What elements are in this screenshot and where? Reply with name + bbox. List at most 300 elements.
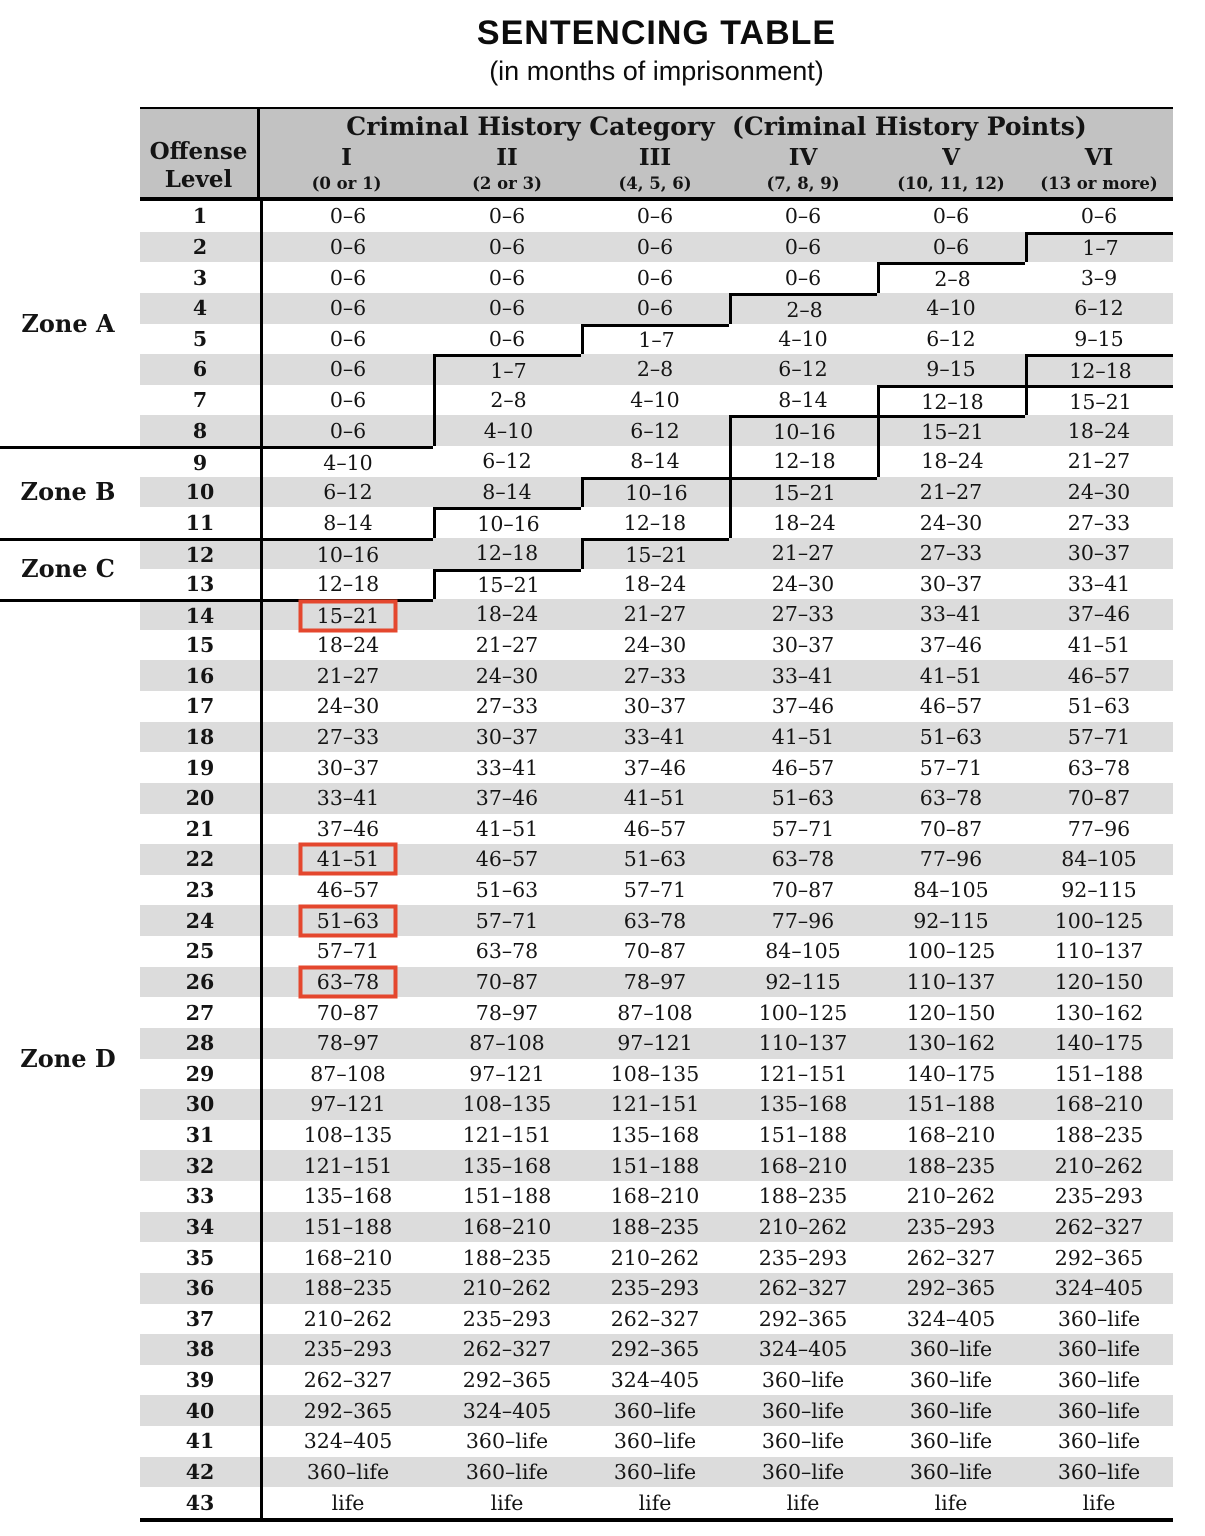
sentence-range-cell xyxy=(877,569,1025,600)
offense-level-cell: 41 xyxy=(185,1429,215,1454)
sentence-range-cell xyxy=(581,1212,729,1243)
sentence-range-cell xyxy=(433,1487,581,1518)
offense-level-row xyxy=(140,446,1173,477)
sentence-range-cell xyxy=(729,1487,877,1518)
sentence-range-value: 63–78 xyxy=(316,969,380,994)
sentence-range-cell xyxy=(1025,1395,1173,1426)
sentence-range-value: 12–18 xyxy=(475,541,539,566)
offense-level-row xyxy=(140,507,1173,538)
sentence-range-cell xyxy=(433,783,581,814)
sentence-range-cell xyxy=(260,507,433,538)
sentence-range-value: 27–33 xyxy=(316,724,380,749)
offense-level-row xyxy=(140,1150,1173,1181)
sentence-range-value: 46–57 xyxy=(1067,663,1131,688)
sentence-range-value: 262–327 xyxy=(758,1276,848,1301)
sentence-range-value: 360–life xyxy=(1057,1459,1141,1484)
offense-level-cell: 26 xyxy=(185,969,215,994)
sentence-range-cell xyxy=(729,936,877,967)
sentence-range-cell xyxy=(877,1150,1025,1181)
sentence-range-value: 0–6 xyxy=(488,326,526,351)
sentence-range-value: 292–365 xyxy=(303,1398,393,1423)
sentence-range-value: 168–210 xyxy=(906,1123,996,1148)
sentence-range-cell xyxy=(260,722,433,753)
sentence-range-value: 46–57 xyxy=(316,878,380,903)
sentence-range-cell xyxy=(581,1487,729,1518)
offense-level-cell: 35 xyxy=(185,1245,215,1270)
offense-header-line1: Offense xyxy=(149,138,248,165)
sentence-range-value: 57–71 xyxy=(475,908,539,933)
sentence-range-cell xyxy=(729,1273,877,1304)
sentence-range-value: 70–87 xyxy=(771,878,835,903)
sentence-range-value: 63–78 xyxy=(623,908,687,933)
sentence-range-cell xyxy=(433,660,581,691)
sentence-range-value: 51–63 xyxy=(1067,694,1131,719)
sentence-range-value: 0–6 xyxy=(329,204,367,229)
sentence-range-value: 360–life xyxy=(465,1429,549,1454)
sentence-range-value: 0–6 xyxy=(329,418,367,443)
category-column-I xyxy=(260,143,433,195)
sentence-range-value: 292–365 xyxy=(610,1337,700,1362)
sentence-range-value: 292–365 xyxy=(462,1368,552,1393)
sentence-range-cell xyxy=(433,997,581,1028)
sentence-range-value: 33–41 xyxy=(919,602,983,627)
sentence-range-value: 87–108 xyxy=(617,1000,693,1025)
sentence-range-value: 21–27 xyxy=(475,633,539,658)
sentence-range-cell xyxy=(433,446,581,477)
sentence-range-value: 360–life xyxy=(761,1398,845,1423)
sentence-range-value: 168–210 xyxy=(610,1184,700,1209)
sentence-range-cell xyxy=(729,201,877,232)
sentence-range-cell xyxy=(1025,1212,1173,1243)
sentence-range-value: 15–21 xyxy=(316,603,380,628)
sentence-range-cell xyxy=(1025,293,1173,324)
sentence-range-cell xyxy=(581,1150,729,1181)
sentence-range-value: 1–7 xyxy=(638,328,675,353)
sentence-range-value: 46–57 xyxy=(771,755,835,780)
sentence-range-value: 27–33 xyxy=(919,541,983,566)
sentence-range-cell xyxy=(260,783,433,814)
sentence-range-value: 110–137 xyxy=(1054,939,1144,964)
offense-level-cell: 32 xyxy=(185,1153,215,1178)
sentence-range-cell xyxy=(1025,905,1173,936)
offense-level-row xyxy=(140,722,1173,753)
sentence-range-cell xyxy=(433,354,581,385)
sentence-range-value: 360–life xyxy=(1057,1429,1141,1454)
sentence-range-value: 262–327 xyxy=(610,1306,700,1331)
sentence-range-value: 324–405 xyxy=(906,1306,996,1331)
sentence-range-cell xyxy=(1025,630,1173,661)
sentence-range-cell xyxy=(1025,1487,1173,1518)
offense-level-row xyxy=(140,538,1173,569)
sentence-range-value: 63–78 xyxy=(1067,755,1131,780)
sentence-range-cell xyxy=(729,752,877,783)
offense-level-row xyxy=(140,232,1173,263)
sentence-range-value: 262–327 xyxy=(303,1368,393,1393)
sentence-range-cell xyxy=(260,967,433,998)
sentence-range-cell xyxy=(260,1334,433,1365)
sentence-range-value: 21–27 xyxy=(1067,449,1131,474)
sentence-range-cell xyxy=(1025,967,1173,998)
sentence-range-value: 15–21 xyxy=(921,420,984,445)
sentence-range-cell xyxy=(260,538,433,569)
sentence-range-value: 108–135 xyxy=(610,1061,700,1086)
sentence-range-cell xyxy=(1025,722,1173,753)
offense-level-cell: 24 xyxy=(185,908,215,933)
sentence-range-cell xyxy=(877,1120,1025,1151)
sentence-range-cell xyxy=(433,1242,581,1273)
offense-level-cell: 10 xyxy=(185,479,215,504)
sentence-range-cell xyxy=(433,385,581,416)
sentence-range-cell xyxy=(877,630,1025,661)
sentence-range-cell xyxy=(260,1059,433,1090)
sentence-range-value: 324–405 xyxy=(610,1368,700,1393)
offense-level-row xyxy=(140,875,1173,906)
offense-level-row xyxy=(140,1457,1173,1488)
offense-level-cell: 33 xyxy=(185,1184,215,1209)
category-points: (10, 11, 12) xyxy=(897,174,1005,193)
offense-level-row xyxy=(140,262,1173,293)
sentence-range-cell xyxy=(729,599,877,630)
sentence-range-value: 70–87 xyxy=(623,939,687,964)
offense-level-row xyxy=(140,1334,1173,1365)
sentence-range-value: 24–30 xyxy=(1067,479,1131,504)
sentence-range-value: 168–210 xyxy=(303,1245,393,1270)
sentence-range-cell xyxy=(877,660,1025,691)
offense-level-row xyxy=(140,1212,1173,1243)
sentence-range-cell xyxy=(433,569,581,600)
sentence-range-cell xyxy=(877,262,1025,293)
sentence-range-cell xyxy=(729,538,877,569)
sentence-range-value: 37–46 xyxy=(316,816,380,841)
sentence-range-value: 24–30 xyxy=(623,633,687,658)
offense-level-cell: 27 xyxy=(185,1000,215,1025)
sentence-range-cell xyxy=(260,691,433,722)
sentence-range-cell xyxy=(260,477,433,508)
category-points: (2 or 3) xyxy=(472,174,542,193)
sentence-range-value: 120–150 xyxy=(1054,969,1144,994)
sentence-range-value: 100–125 xyxy=(1054,908,1144,933)
sentence-range-value: 70–87 xyxy=(919,816,983,841)
sentence-range-value: 0–6 xyxy=(329,326,367,351)
sentence-range-cell xyxy=(729,814,877,845)
offense-level-row xyxy=(140,415,1173,446)
sentence-range-value: 57–71 xyxy=(623,878,687,903)
sentence-range-value: 27–33 xyxy=(623,663,687,688)
sentence-range-value: 10–16 xyxy=(316,542,380,567)
sentence-range-cell xyxy=(433,1120,581,1151)
zone-label: Zone C xyxy=(21,553,115,583)
sentence-range-cell xyxy=(260,1120,433,1151)
sentence-range-value: 121–151 xyxy=(758,1061,848,1086)
offense-level-row xyxy=(140,1304,1173,1335)
sentence-range-cell xyxy=(877,507,1025,538)
sentence-range-value: 140–175 xyxy=(906,1061,996,1086)
sentence-range-cell xyxy=(729,905,877,936)
sentence-range-value: 360–life xyxy=(1057,1306,1141,1331)
sentence-range-value: life xyxy=(490,1490,524,1515)
offense-level-row xyxy=(140,936,1173,967)
sentence-range-value: 130–162 xyxy=(906,1031,996,1056)
sentence-range-value: 6–12 xyxy=(630,418,680,443)
sentence-range-value: 87–108 xyxy=(469,1031,545,1056)
sentence-range-cell xyxy=(581,783,729,814)
sentence-range-value: 41–51 xyxy=(316,847,380,872)
sentence-range-value: 110–137 xyxy=(906,969,996,994)
sentence-range-value: 12–18 xyxy=(316,571,380,596)
offense-level-cell: 21 xyxy=(185,816,215,841)
sentence-range-cell xyxy=(729,691,877,722)
sentence-range-cell xyxy=(729,722,877,753)
sentence-range-cell xyxy=(260,354,433,385)
sentence-range-cell xyxy=(433,262,581,293)
sentence-range-value: 92–115 xyxy=(1061,878,1137,903)
sentence-range-value: 3–9 xyxy=(1080,265,1118,290)
sentence-range-cell xyxy=(260,1212,433,1243)
sentence-range-value: 21–27 xyxy=(623,602,687,627)
offense-level-cell: 19 xyxy=(185,755,215,780)
sentence-range-value: 262–327 xyxy=(1054,1214,1144,1239)
offense-level-cell: 36 xyxy=(185,1276,215,1301)
sentence-range-value: 24–30 xyxy=(771,571,835,596)
sentence-range-value: 70–87 xyxy=(316,1000,380,1025)
sentence-range-value: 10–16 xyxy=(625,481,688,506)
sentence-range-value: 30–37 xyxy=(771,633,835,658)
offense-level-header xyxy=(140,109,257,197)
sentence-range-cell xyxy=(1025,201,1173,232)
sentence-range-cell xyxy=(433,814,581,845)
sentence-range-cell xyxy=(1025,569,1173,600)
sentence-range-cell xyxy=(729,354,877,385)
sentence-range-value: 324–405 xyxy=(758,1337,848,1362)
sentence-range-value: 210–262 xyxy=(758,1214,848,1239)
sentencing-table xyxy=(140,107,1173,1522)
sentence-range-cell xyxy=(877,1181,1025,1212)
sentence-range-value: 188–235 xyxy=(758,1184,848,1209)
sentence-range-value: 168–210 xyxy=(462,1214,552,1239)
sentence-range-value: 24–30 xyxy=(475,663,539,688)
zone-label: Zone D xyxy=(20,1043,116,1073)
sentence-range-cell xyxy=(877,538,1025,569)
sentence-range-cell xyxy=(1025,691,1173,722)
sentence-range-cell xyxy=(581,232,729,263)
sentence-range-value: 292–365 xyxy=(906,1276,996,1301)
sentence-range-cell xyxy=(729,1212,877,1243)
sentence-range-value: 77–96 xyxy=(771,908,835,933)
sentence-range-value: life xyxy=(638,1490,672,1515)
sentence-range-cell xyxy=(877,1059,1025,1090)
offense-level-row xyxy=(140,1426,1173,1457)
sentence-range-cell xyxy=(877,201,1025,232)
sentence-range-cell xyxy=(433,477,581,508)
offense-level-cell: 9 xyxy=(140,446,260,477)
sentence-range-cell xyxy=(877,354,1025,385)
sentence-range-value: 33–41 xyxy=(475,755,539,780)
sentence-range-value: 188–235 xyxy=(462,1245,552,1270)
sentence-range-cell xyxy=(877,1487,1025,1518)
sentence-range-value: 235–293 xyxy=(906,1214,996,1239)
sentence-range-value: 57–71 xyxy=(316,939,380,964)
category-column-II xyxy=(433,143,581,195)
sentence-range-cell xyxy=(1025,415,1173,446)
sentence-range-value: 0–6 xyxy=(488,204,526,229)
sentence-range-value: 210–262 xyxy=(462,1276,552,1301)
sentence-range-value: 18–24 xyxy=(1067,418,1131,443)
sentence-range-cell xyxy=(1025,599,1173,630)
sentence-range-value: 0–6 xyxy=(636,204,674,229)
sentence-range-value: 188–235 xyxy=(1054,1123,1144,1148)
sentence-range-cell xyxy=(433,630,581,661)
sentence-range-cell xyxy=(729,997,877,1028)
sentence-range-value: 262–327 xyxy=(906,1245,996,1270)
sentence-range-cell xyxy=(729,1304,877,1335)
sentence-range-value: 0–6 xyxy=(784,265,822,290)
sentence-range-value: 360–life xyxy=(909,1398,993,1423)
sentence-range-cell xyxy=(260,293,433,324)
sentence-range-value: 110–137 xyxy=(758,1031,848,1056)
sentence-range-cell xyxy=(877,936,1025,967)
offense-level-row xyxy=(140,1242,1173,1273)
sentence-range-cell xyxy=(729,1242,877,1273)
sentence-range-value: 24–30 xyxy=(316,694,380,719)
sentence-range-cell xyxy=(260,1089,433,1120)
sentence-range-cell xyxy=(729,1150,877,1181)
offense-level-row xyxy=(140,385,1173,416)
sentence-range-cell xyxy=(581,997,729,1028)
sentence-range-value: 46–57 xyxy=(919,694,983,719)
sentence-range-cell xyxy=(1025,814,1173,845)
sentence-range-value: life xyxy=(331,1490,365,1515)
sentence-range-value: 6–12 xyxy=(926,326,976,351)
sentence-range-value: 2–8 xyxy=(636,357,674,382)
sentence-range-cell xyxy=(581,630,729,661)
sentence-range-value: 135–168 xyxy=(303,1184,393,1209)
sentence-range-cell xyxy=(433,1426,581,1457)
sentence-range-cell xyxy=(433,1395,581,1426)
sentence-range-value: 9–15 xyxy=(1074,326,1124,351)
sentence-range-value: 10–16 xyxy=(773,420,836,445)
sentence-range-value: 0–6 xyxy=(329,234,367,259)
sentence-range-cell xyxy=(581,1426,729,1457)
sentence-range-value: 1–7 xyxy=(490,358,527,383)
offense-level-cell: 7 xyxy=(192,388,208,413)
sentence-range-value: 0–6 xyxy=(636,296,674,321)
sentence-range-cell xyxy=(433,844,581,875)
category-points: (4, 5, 6) xyxy=(618,174,692,193)
sentence-range-value: 0–6 xyxy=(932,204,970,229)
sentence-range-value: 51–63 xyxy=(475,878,539,903)
sentence-range-cell xyxy=(260,1304,433,1335)
offense-level-cell: 1 xyxy=(192,204,208,229)
sentence-range-value: 0–6 xyxy=(488,234,526,259)
sentence-range-cell xyxy=(433,1273,581,1304)
sentence-range-value: 51–63 xyxy=(919,724,983,749)
sentence-range-value: 33–41 xyxy=(316,786,380,811)
sentence-range-value: life xyxy=(786,1490,820,1515)
sentence-range-value: 97–121 xyxy=(469,1061,545,1086)
sentence-range-cell xyxy=(877,875,1025,906)
sentence-range-cell xyxy=(729,446,877,477)
sentence-range-value: 188–235 xyxy=(906,1153,996,1178)
sentence-range-value: 151–188 xyxy=(610,1153,700,1178)
sentence-range-value: 84–105 xyxy=(1061,847,1137,872)
sentence-range-value: 360–life xyxy=(1057,1337,1141,1362)
offense-level-cell: 38 xyxy=(185,1337,215,1362)
offense-level-row xyxy=(140,967,1173,998)
sentence-range-cell xyxy=(260,1457,433,1488)
sentence-range-value: 63–78 xyxy=(475,939,539,964)
sentence-range-value: 41–51 xyxy=(919,663,983,688)
sentence-range-cell xyxy=(260,875,433,906)
sentence-range-value: 4–10 xyxy=(630,388,680,413)
page-subtitle: (in months of imprisonment) xyxy=(489,56,824,86)
sentence-range-value: 46–57 xyxy=(623,816,687,841)
offense-level-row xyxy=(140,477,1173,508)
sentence-range-cell xyxy=(877,905,1025,936)
sentence-range-cell xyxy=(260,1181,433,1212)
sentence-range-value: 6–12 xyxy=(323,479,373,504)
sentence-range-value: 21–27 xyxy=(919,479,983,504)
sentence-range-value: 235–293 xyxy=(758,1245,848,1270)
sentence-range-cell xyxy=(1025,1120,1173,1151)
sentence-range-value: 100–125 xyxy=(906,939,996,964)
sentence-range-cell xyxy=(1025,936,1173,967)
category-points: (0 or 1) xyxy=(311,174,382,193)
offense-level-row xyxy=(140,1273,1173,1304)
sentence-range-value: 10–16 xyxy=(477,512,540,537)
highlight-box xyxy=(299,904,398,937)
sentence-range-value: 57–71 xyxy=(919,755,983,780)
sentence-range-cell xyxy=(1025,1426,1173,1457)
sentence-range-cell xyxy=(1025,1334,1173,1365)
sentence-range-cell xyxy=(581,1181,729,1212)
sentence-range-value: 92–115 xyxy=(913,908,989,933)
sentence-range-value: 360–life xyxy=(761,1459,845,1484)
sentence-range-cell xyxy=(729,1334,877,1365)
sentence-range-cell xyxy=(433,1059,581,1090)
sentence-range-value: 360–life xyxy=(909,1459,993,1484)
sentence-range-value: 15–21 xyxy=(1069,389,1132,414)
sentence-range-value: 292–365 xyxy=(758,1306,848,1331)
sentence-range-cell xyxy=(581,722,729,753)
sentence-range-value: 2–8 xyxy=(786,297,823,322)
sentence-range-cell xyxy=(581,538,729,569)
sentence-range-value: 6–12 xyxy=(1074,296,1124,321)
sentence-range-value: 0–6 xyxy=(636,234,674,259)
sentence-range-value: 41–51 xyxy=(623,786,687,811)
sentence-range-value: 324–405 xyxy=(1054,1276,1144,1301)
category-numeral: III xyxy=(638,144,672,171)
offense-level-cell: 23 xyxy=(185,878,215,903)
sentence-range-cell xyxy=(581,569,729,600)
sentence-range-value: 84–105 xyxy=(765,939,841,964)
sentence-range-value: 2–8 xyxy=(490,388,527,413)
page-title: SENTENCING TABLE xyxy=(476,14,837,52)
sentence-range-cell xyxy=(260,630,433,661)
sentence-range-cell xyxy=(1025,538,1173,569)
sentence-range-cell xyxy=(260,1273,433,1304)
offense-level-row xyxy=(140,630,1173,661)
sentence-range-cell xyxy=(1025,1273,1173,1304)
sentence-range-cell xyxy=(260,936,433,967)
offense-level-row xyxy=(140,660,1173,691)
sentence-range-cell xyxy=(581,1059,729,1090)
offense-level-row xyxy=(140,1059,1173,1090)
category-numeral: IV xyxy=(788,144,818,171)
sentence-range-cell xyxy=(877,415,1025,446)
sentence-range-value: 30–37 xyxy=(1067,541,1131,566)
offense-level-row xyxy=(140,1395,1173,1426)
sentence-range-cell xyxy=(729,262,877,293)
